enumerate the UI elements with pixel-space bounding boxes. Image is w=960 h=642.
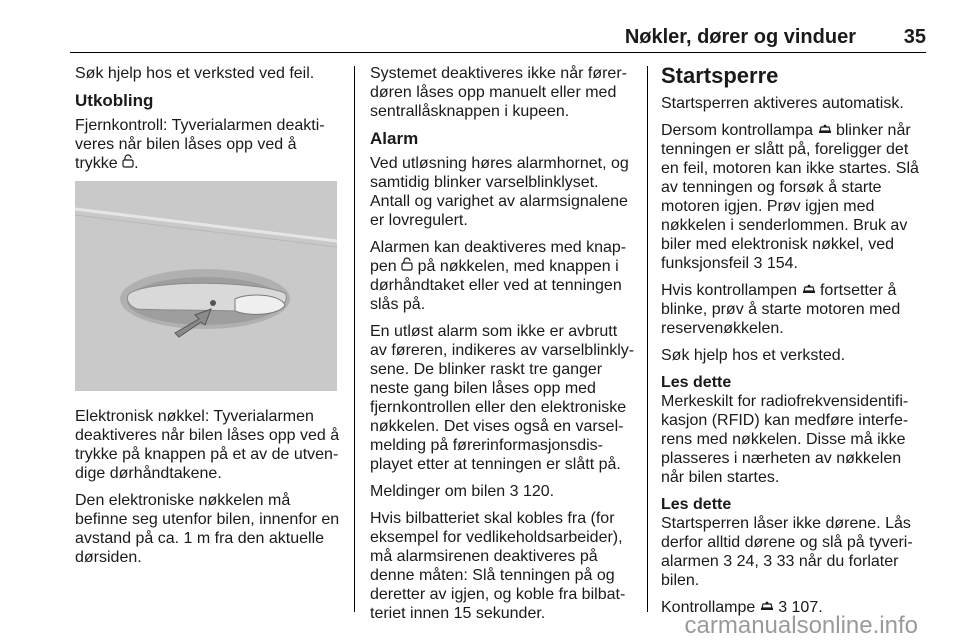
alarm-deactivate-paragraph: Alarmen kan deaktiveres med knappen på nøkkelen, med knappen i dørhåndtaket eller ved at tenningen slås på. bbox=[370, 239, 627, 313]
alarm-indication-paragraph: En utløst alarm som ikke er avbrutt av føreren, indikeres av varselblinklysene. De blinker raskt tre ganger neste gang bilen låses opp med fjernkontrollen eller den elektroniske nøkkelen. Det vises også en varselmelding på førerinformasjonsdisplayet etter at tenningen er slått på. bbox=[370, 323, 635, 473]
immobilizer-continue-paragraph: Hvis kontrollampen fortsetter å blinke, prøv å starte motoren med reservenøkkelen. bbox=[661, 282, 901, 337]
alarm-trigger-paragraph: Ved utløsning høres alarmhornet, og samtidig blinker varselblinklyset. Antall og varighet av alarmsignalene er lovregulert. bbox=[370, 155, 629, 229]
column-right bbox=[661, 64, 927, 625]
column-divider bbox=[354, 66, 355, 612]
page-header bbox=[70, 24, 926, 52]
column-middle bbox=[370, 64, 635, 631]
note-text: Merkeskilt for radiofrekvensidentifikasjon (RFID) kan medføre interferens med nøkkelen. Disse må ikke plasseres i nærheten av nøkkelen når bilen startes. bbox=[661, 393, 909, 486]
page-reference-link[interactable]: 3 154. bbox=[753, 255, 798, 272]
page-reference-link[interactable]: 3 107. bbox=[778, 599, 823, 616]
note-doors bbox=[661, 495, 927, 590]
heading-alarm: Alarm bbox=[370, 129, 419, 148]
note-title: Les dette bbox=[661, 496, 732, 513]
door-handle-illustration bbox=[75, 181, 337, 391]
heading-utkobling: Utkobling bbox=[75, 91, 154, 110]
watermark: carmanualsonline.info bbox=[684, 612, 918, 639]
column-divider bbox=[647, 66, 648, 612]
column-left bbox=[75, 64, 343, 575]
car-key-icon bbox=[802, 281, 816, 300]
immobilizer-auto-paragraph: Startsperren aktiveres automatisk. bbox=[661, 95, 904, 112]
unlock-icon bbox=[401, 257, 413, 276]
battery-paragraph: Hvis bilbatteriet skal kobles fra (for eksempel for vedlikeholdsarbeider), må alarmsirenen deaktiveres på denne måten: Slå tenningen på og deretter av igjen, og koble fra bilbatteriet innen 15 sekunder. bbox=[370, 510, 626, 622]
note-text: Startsperren låser ikke dørene. Lås derfor alltid dørene og slå på tyverialarmen 3 24, 3 33 når du forlater bilen. bbox=[661, 515, 913, 589]
page-number: 35 bbox=[903, 26, 926, 48]
section-title: Nøkler, dører og vinduer bbox=[624, 26, 856, 48]
note-rfid bbox=[661, 373, 927, 487]
electronic-key-paragraph: Elektronisk nøkkel: Tyverialarmen deaktiveres når bilen låses opp ved å trykke på knappen på et av de utvendige dørhåndtakene. bbox=[75, 408, 340, 482]
unlock-icon bbox=[122, 154, 134, 173]
car-key-icon bbox=[818, 121, 832, 140]
deactivation-paragraph: Systemet deaktiveres ikke når førerdøren låses opp manuelt eller med sentrallåsknappen i kupeen. bbox=[370, 65, 627, 120]
note-title: Les dette bbox=[661, 374, 732, 391]
control-lamp-paragraph: Kontrollampe 3 107. bbox=[661, 599, 823, 616]
heading-startsperre: Startsperre bbox=[661, 63, 779, 88]
workshop-paragraph: Søk hjelp hos et verksted. bbox=[661, 347, 846, 364]
vehicle-messages-paragraph: Meldinger om bilen 3 120. bbox=[370, 483, 555, 500]
intro-text: Søk hjelp hos et verksted ved feil. bbox=[75, 65, 315, 82]
immobilizer-fault-paragraph: Dersom kontrollampa blinker når tenningen er slått på, foreligger det en feil, motoren kan ikke startes. Slå av tenningen og forsøk å starte motoren igjen. Prøv igjen med nøkkelen i senderlommen. Bruk av biler med elektronisk nøkkel, ved funksjonsfeil 3 154. bbox=[661, 122, 919, 272]
electronic-key-range-paragraph: Den elektroniske nøkkelen må befinne seg utenfor bilen, innenfor en avstand på ca. 1 m fra den aktuelle dørsiden. bbox=[75, 492, 340, 566]
header-divider bbox=[70, 52, 926, 53]
remote-paragraph: Fjernkontroll: Tyverialarmen deaktiveres når bilen låses opp ved å trykke . bbox=[75, 117, 325, 172]
page-reference-link[interactable]: 3 120. bbox=[509, 483, 555, 500]
